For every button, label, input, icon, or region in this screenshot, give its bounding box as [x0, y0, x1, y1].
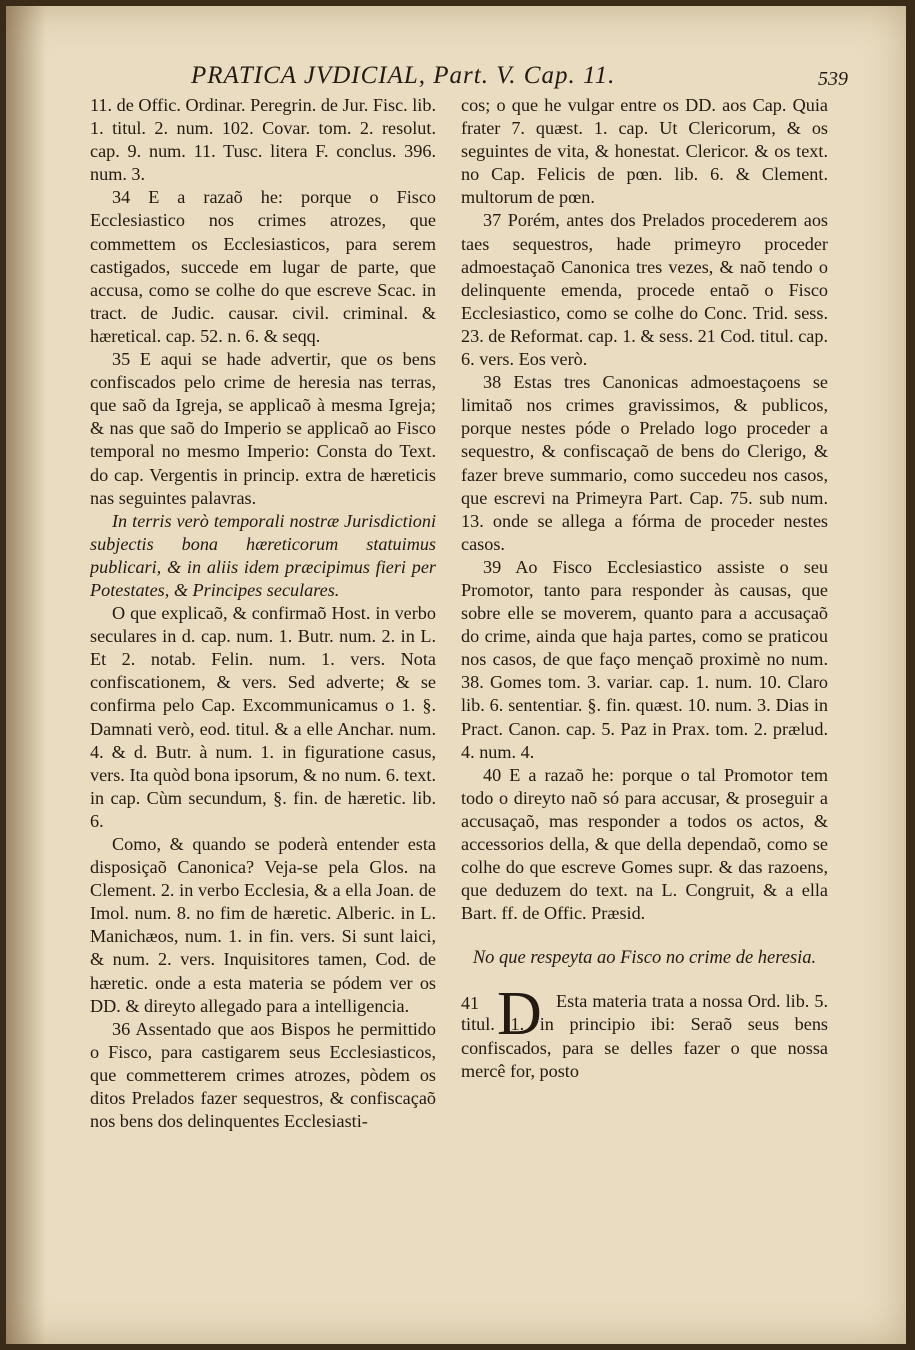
paragraph-35: 35 E aqui se hade advertir, que os bens confiscados pelo crime de heresia nas terras, que saõ da Igreja, se applicaõ à mesma Igreja; & nas que saõ do Imperio se applicaõ ao Fisco temporal no mesmo Imperio: Consta do Text. do cap. Vergentis in princip. extra de hæreticis nas seguintes palavras.	[90, 349, 436, 508]
paragraph-41	[461, 980, 828, 1082]
paragraph-41-number: 41	[461, 993, 479, 1014]
paragraph-continuation: 11. de Offic. Ordinar. Peregrin. de Jur. Fisc. lib. 1. titul. 2. num. 102. Covar. tom. 2. resolut. cap. 9. num. 11. Tusc. litera F. conclus. 396. num. 3.	[90, 95, 436, 185]
paragraph-38: 38 Estas tres Canonicas admoestaçoens se limitaõ nos crimes gravissimos, & publicos, porque nestes póde o Prelado logo proceder a sequestro, & confiscaçaõ de bens do Clerigo, & fazer breve summario, como succedeu nos casos, que escrevi na Primeyra Part. Cap. 75. sub num. 13. onde se allega a fórma de proceder nestes casos.	[461, 372, 828, 554]
paragraph-39: 39 Ao Fisco Ecclesiastico assiste o seu Promotor, tanto para responder às causas, que sobre elle se moverem, quanto para a accusaçaõ do crime, ainda que haja partes, como se praticou nos casos, de que faço mençaõ proximè no num. 38. Gomes tom. 3. variar. cap. 1. num. 10. Claro lib. 6. sententiar. §. fin. quæst. 10. num. 3. Dias in Pract. Canon. cap. 5. Paz in Prax. tom. 2. prælud. 4. num. 4.	[461, 556, 828, 762]
drop-capital: D	[497, 980, 542, 1049]
paragraph-41-text: Esta materia trata a nossa Ord. lib. 5. titul. 1. in principio ibi: Seraõ seus bens confiscados, para se delles fazer o que nossa mercê for, posto	[461, 991, 828, 1081]
page-number: 539	[818, 68, 848, 90]
book-page	[6, 6, 906, 1344]
paragraph-37: 37 Porém, antes dos Prelados procederem aos taes sequestros, hade primeyro proceder admoestaçaõ Canonica tres vezes, & naõ tendo o delinquente emenda, procede entaõ o Fisco Ecclesiastico, como se colhe do Conc. Trid. sess. 23. de Reformat. cap. 1. & sess. 21 Cod. titul. cap. 6. vers. Eos verò.	[461, 210, 828, 370]
paragraph-40: 40 E a razaõ he: porque o tal Promotor tem todo o direyto naõ só para accusar, & proseguir a accusaçaõ, mas responder a todos os actos, & accessorios della, & que della dependaõ, como se colhe do que escreve Gomes supr. & das razoens, que deduzem do text. na L. Congruit, & a ella Bart. ff. de Offic. Præsid.	[461, 764, 828, 924]
paragraph-question: Como, & quando se poderà entender esta disposiçaõ Canonica? Veja-se pela Glos. na Clement. 2. in verbo Ecclesia, & a ella Joan. de Imol. num. 8. no fim de hæretic. Alberic. in L. Manichæos, num. 1. in fin. vers. Si sunt laici, & num. 2. vers. Inquisitores tamen, Cod. de hæretic. onde a esta materia se pódem ver os DD. & direyto allegado para a intelligencia.	[90, 834, 436, 1016]
paragraph-34: 34 E a razaõ he: porque o Fisco Ecclesiastico nos crimes atrozes, que commettem os Ecclesiasticos, para serem castigados, succede em lugar de parte, que accusa, como se colhe do que escreve Scac. in tract. de Judic. causar. civil. criminal. & hæretical. cap. 52. n. 6. & seqq.	[90, 187, 436, 346]
section-heading: No que respeyta ao Fisco no crime de heresia.	[472, 948, 817, 969]
left-column	[90, 94, 436, 1133]
page-gutter-shadow	[6, 6, 46, 1344]
right-column	[461, 94, 828, 1083]
paragraph-36: 36 Assentado que aos Bispos he permittido o Fisco, para castigarem seus Ecclesiasticos, que commetterem crimes atrozes, pòdem os ditos Prelados fazer sequestros, & confiscaçaõ nos bens dos delinquentes Ecclesiasti-	[90, 1018, 436, 1132]
paragraph-continuation-right: cos; o que he vulgar entre os DD. aos Cap. Quia frater 7. quæst. 1. cap. Ut Clericorum, & os seguintes de vita, & honestat. Clericor. & os text. no Cap. Felicis de pœn. lib. 6. & Clement. multorum de pœn.	[461, 95, 828, 208]
paragraph-explication: O que explicaõ, & confirmaõ Host. in verbo seculares in d. cap. num. 1. Butr. num. 2. in L. Et 2. notab. Felin. num. 1. vers. Nota confiscationem, & vers. Sed adverte; & se confirma pelo Cap. Excommunicamus o 1. §. Damnati verò, eod. titul. & a elle Anchar. num. 4. & d. Butr. à num. 1. in figuratione casus, vers. Ita quòd bona ipsorum, & no num. 6. text. in cap. Cùm secundum, §. fin. de hæretic. lib. 6.	[90, 603, 436, 831]
running-title: PRATICA JVDICIAL, Part. V. Cap. 11.	[191, 62, 616, 89]
latin-quotation: In terris verò temporali nostræ Jurisdictioni subjectis bona hæreticorum statuimus publicari, & in aliis idem præcipimus fieri per Potestates, & Principes seculares.	[90, 510, 436, 600]
